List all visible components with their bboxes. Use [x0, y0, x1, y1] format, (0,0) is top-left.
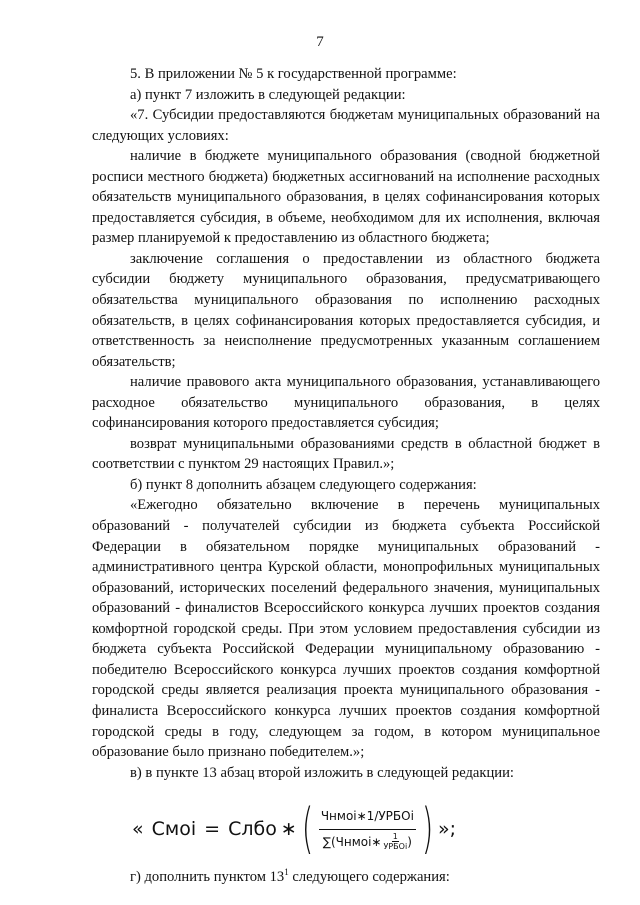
paragraph: а) пункт 7 изложить в следующей редакции:: [130, 86, 406, 103]
formula-inner-denominator: УРБОi: [383, 842, 408, 852]
document-body: [92, 64, 600, 888]
paragraph: наличие в бюджете муниципального образования (сводной бюджетной росписи местного бюджета) бюджетных ассигнований на исполнение расходных обязательств муниципального образования, в целях софинансирования которых предоставляется субсидия, в объеме, необходимом для их исполнения, включая размер планируемой к предоставлению из областного бюджета;: [92, 148, 600, 247]
paragraph: 5. В приложении № 5 к государственной программе:: [130, 66, 457, 82]
formula-open-quote: «: [132, 817, 144, 840]
paragraph: [92, 862, 600, 887]
formula-coefficient: Слбо: [228, 817, 277, 840]
formula-lhs: Смоi: [151, 817, 197, 840]
last-paragraph-before: г) дополнить пунктом 13: [130, 869, 285, 885]
page-number: 7: [316, 34, 324, 50]
formula-left-paren: (: [301, 797, 314, 861]
paragraph: наличие правового акта муниципального образования, устанавливающего расходное обязательство муниципального образования, в целях софинансирования которого предоставляется субсидия;: [92, 374, 600, 432]
formula-denominator-prefix: ∑(Чнмоi∗: [322, 834, 382, 849]
paragraph: в) в пункте 13 абзац второй изложить в следующей редакции:: [130, 764, 514, 781]
formula-right-paren: ): [421, 797, 434, 861]
formula-denominator-suffix: ): [407, 834, 412, 849]
formula-multiply: ∗: [280, 817, 297, 840]
formula: [92, 797, 600, 861]
formula-inner-fraction: [383, 832, 407, 851]
formula-numerator: Чнмоi∗1/УРБОi: [319, 806, 416, 830]
paragraph: возврат муниципальными образованиями средств в областной бюджет в соответствии с пунктом 29 настоящих Правил.»;: [92, 435, 600, 473]
paragraph: б) пункт 8 дополнить абзацем следующего содержания:: [130, 476, 477, 493]
formula-close: »;: [438, 817, 457, 840]
paragraph: «Ежегодно обязательно включение в перечень муниципальных образований - получателей субсидии из бюджета субъекта Российской Федерации в обязательном порядке муниципальных образований - административного центра Курской области, монопрофильных муниципальных образований, исторических поселений федерального значения, муниципальных образований - финалистов Всероссийского конкурса лучших проектов создания комфортной городской среды. При этом условием предоставления субсидии из бюджета субъекта Российской Федерации муниципальному образованию - победителю Всероссийского конкурса лучших проектов создания комфортной городской среды является реализация проекта муниципального образования - финалиста Всероссийского конкурса лучших проектов создания комфортной городской среды в году, следующем за годом, в котором муниципальное образование было признано победителем.»;: [92, 497, 600, 761]
formula-denominator: [323, 830, 412, 853]
last-paragraph-sup: 1: [284, 867, 289, 878]
paragraph: заключение соглашения о предоставлении из областного бюджета субсидии бюджету муниципального образования, предусматривающего обязательства муниципального образования по исполнению расходных обязательств, в целях софинансирования которых предоставляется субсидия, и ответственность за неисполнение предусмотренных указанным соглашением обязательств;: [92, 250, 600, 370]
formula-fraction: [319, 806, 416, 852]
formula-equals: =: [204, 817, 221, 840]
paragraph: «7. Субсидии предоставляются бюджетам муниципальных образований на следующих условиях:: [92, 107, 600, 144]
formula-inner-numerator: 1: [392, 832, 398, 842]
last-paragraph-after: следующего содержания:: [288, 869, 450, 885]
